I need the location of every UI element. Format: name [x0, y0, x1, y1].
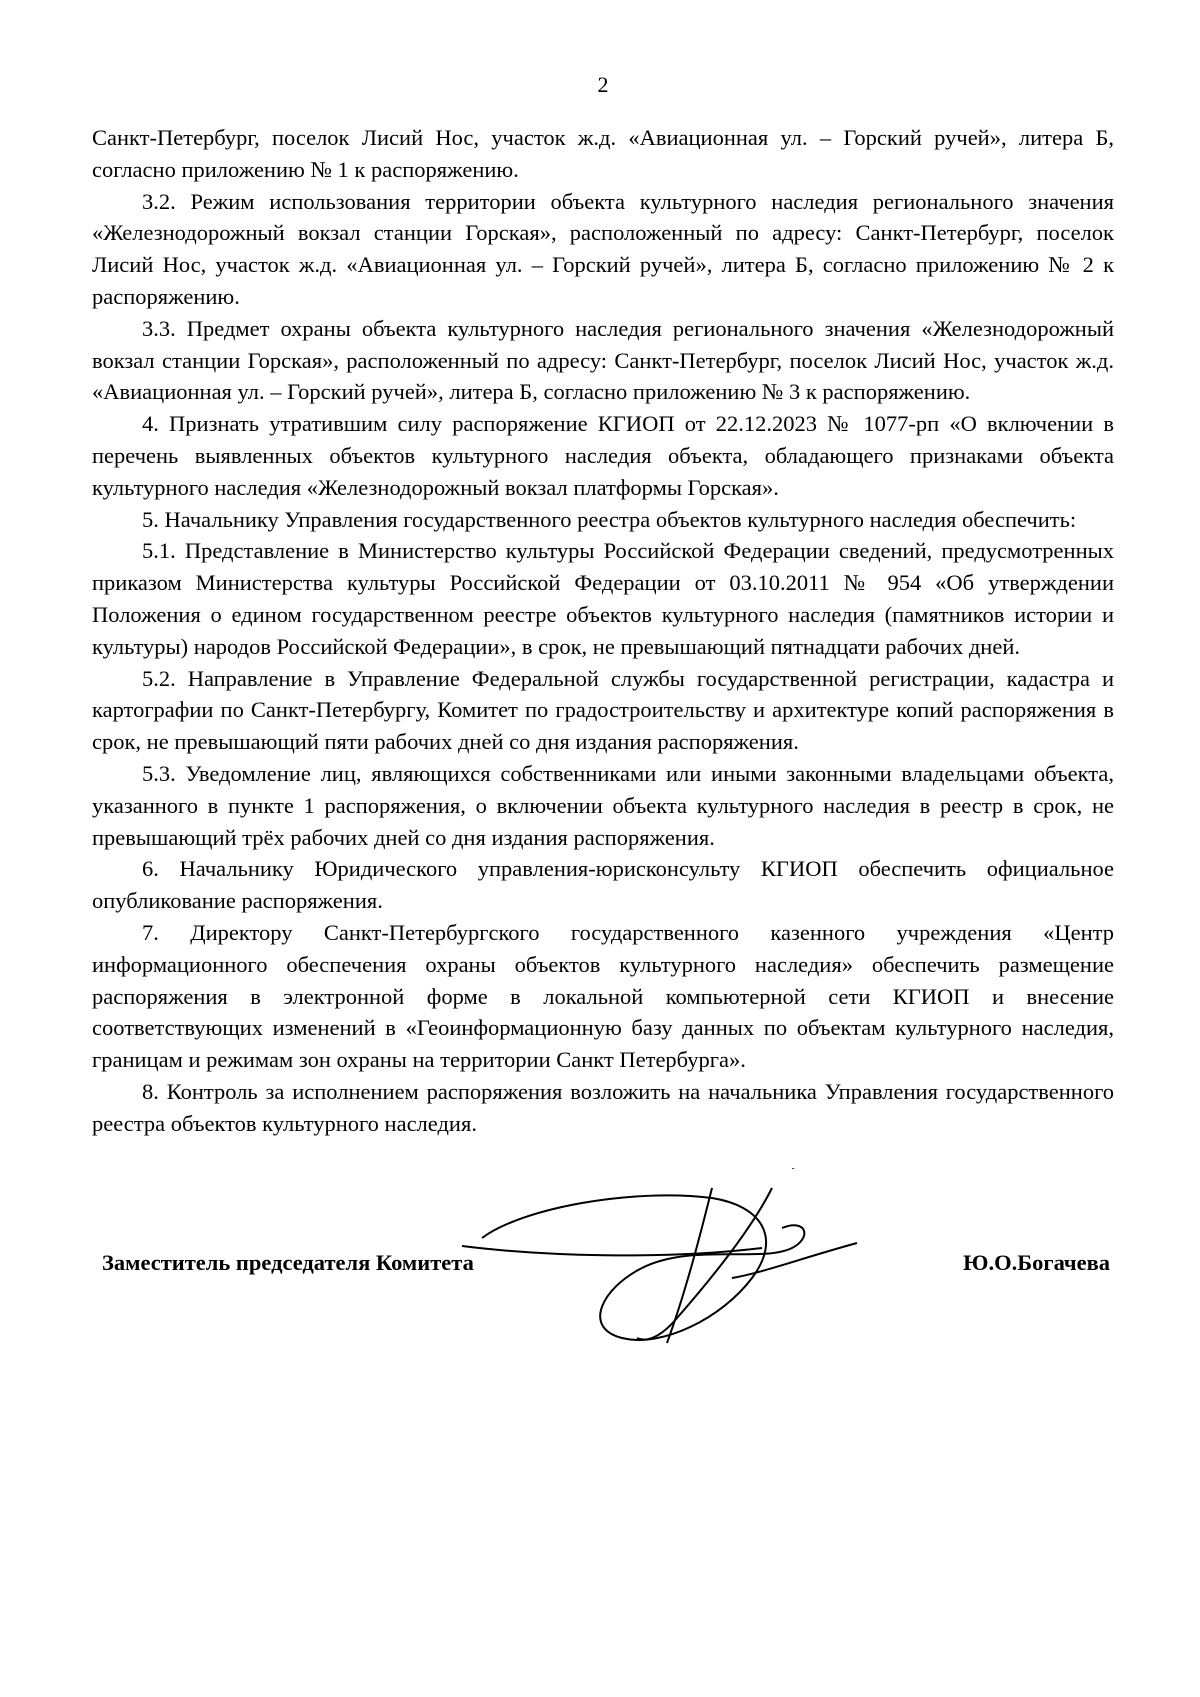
paragraph-5-1: 5.1. Представление в Министерство культуры Российской Федерации сведений, предусмотренных приказом Министерства культуры Российской Федерации от 03.10.2011 № 954 «Об утверждении Положения о едином государственном реестре объектов культурного наследия (памятников истории и культуры) народов Российской Федерации», в срок, не превышающий пятнадцати рабочих дней.: [92, 538, 1114, 659]
handwritten-signature: [462, 1168, 882, 1358]
paragraph-3-3: 3.3. Предмет охраны объекта культурного наследия регионального значения «Железнодорожный вокзал станции Горская», расположенный по адресу: Санкт-Петербург, поселок Лисий Нос, участок ж.д. «Авиационная ул. – Горский ручей», литера Б, согласно приложению № 3 к распоряжению.: [92, 315, 1114, 405]
paragraph-5-3: 5.3. Уведомление лиц, являющихся собственниками или иными законными владельцами объекта, указанного в пункте 1 распоряжения, о включении объекта культурного наследия в реестр в срок, не превышающий трёх рабочих дней со дня издания распоряжения.: [92, 760, 1114, 850]
document-body: [92, 122, 1114, 1140]
paragraph-8: 8. Контроль за исполнением распоряжения возложить на начальника Управления государственного реестра объектов культурного наследия.: [92, 1078, 1114, 1136]
signatory-title: Заместитель председателя Комитета: [102, 1250, 474, 1275]
paragraph-7: 7. Директору Санкт-Петербургского государственного казенного учреждения «Центр информационного обеспечения охраны объектов культурного наследия» обеспечить размещение распоряжения в электронной форме в локальной компьютерной сети КГИОП и внесение соответствующих изменений в «Геоинформационную базу данных по объектам культурного наследия, границам и режимам зон охраны на территории Санкт Петербурга».: [92, 919, 1114, 1073]
paragraph-4: 4. Признать утратившим силу распоряжение КГИОП от 22.12.2023 № 1077-рп «О включении в перечень выявленных объектов культурного наследия объекта, обладающего признаками объекта культурного наследия «Железнодорожный вокзал платформы Горская».: [92, 411, 1114, 500]
paragraph-address-continuation: Санкт-Петербург, поселок Лисий Нос, участок ж.д. «Авиационная ул. – Горский ручей», литера Б, согласно приложению № 1 к распоряжению.: [92, 125, 1114, 182]
signatory-name: Ю.О.Богачева: [963, 1250, 1110, 1275]
page-number: 2: [597, 72, 609, 97]
paragraph-5-2: 5.2. Направление в Управление Федеральной службы государственной регистрации, кадастра и картографии по Санкт-Петербургу, Комитет по градостроительству и архитектуре копий распоряжения в срок, не превышающий пяти рабочих дней со дня издания распоряжения.: [92, 665, 1114, 755]
paragraph-3-2: 3.2. Режим использования территории объекта культурного наследия регионального значения «Железнодорожный вокзал станции Горская», расположенный по адресу: Санкт-Петербург, поселок Лисий Нос, участок ж.д. «Авиационная ул. – Горский ручей», литера Б, согласно приложению № 2 к распоряжению.: [92, 188, 1114, 309]
paragraph-5: 5. Начальнику Управления государственного реестра объектов культурного наследия обеспечить:: [142, 506, 1077, 532]
signature-block: [92, 1168, 1114, 1358]
document-page: [92, 0, 1114, 1697]
paragraph-6: 6. Начальнику Юридического управления-юрисконсульту КГИОП обеспечить официальное опубликование распоряжения.: [92, 856, 1114, 914]
